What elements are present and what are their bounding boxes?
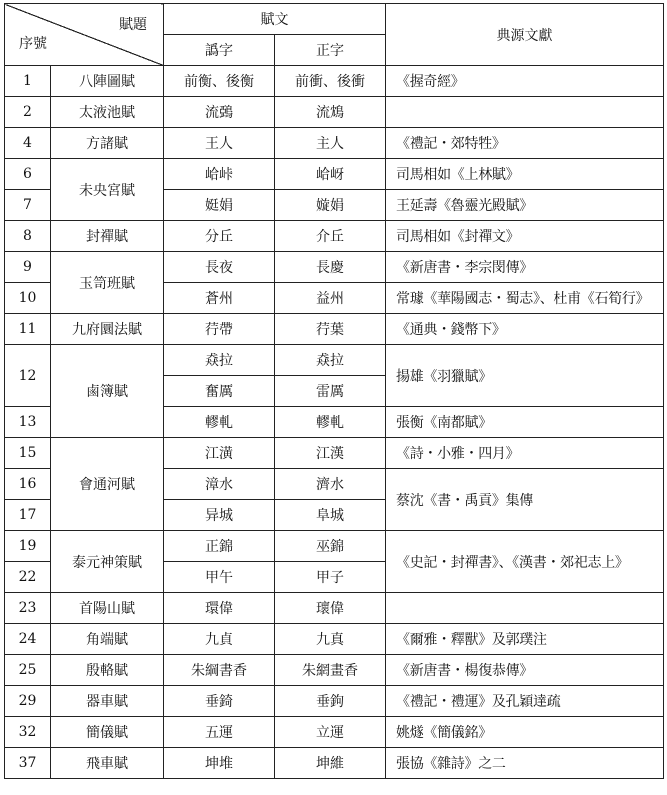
wrong-char-cell: 五運 xyxy=(164,717,275,748)
right-char-cell: 坤維 xyxy=(275,748,386,779)
wrong-char-cell: 峆峠 xyxy=(164,159,275,190)
seq-cell: 19 xyxy=(5,531,51,562)
wrong-char-cell: 長夜 xyxy=(164,252,275,283)
table-row xyxy=(5,593,664,624)
header-row-top xyxy=(5,4,664,35)
right-char-cell: 巫錦 xyxy=(275,531,386,562)
table-row xyxy=(5,655,664,686)
title-cell: 首陽山賦 xyxy=(51,593,164,624)
wrong-char-cell: 前衡、後衡 xyxy=(164,66,275,97)
source-cell: 《詩・小雅・四月》 xyxy=(386,438,664,469)
source-cell: 《通典・錢幣下》 xyxy=(386,314,664,345)
seq-cell: 17 xyxy=(5,500,51,531)
title-cell: 鹵簿賦 xyxy=(51,345,164,438)
corner-header xyxy=(5,4,164,66)
right-char-cell: 荇葉 xyxy=(275,314,386,345)
table-row xyxy=(5,97,664,128)
source-cell: 《禮記・禮運》及孔穎達疏 xyxy=(386,686,664,717)
seq-cell: 1 xyxy=(5,66,51,97)
table-row xyxy=(5,252,664,283)
table-row xyxy=(5,314,664,345)
seq-cell: 24 xyxy=(5,624,51,655)
right-char-cell: 猋拉 xyxy=(275,345,386,376)
right-char-cell: 九真 xyxy=(275,624,386,655)
source-cell: 《握奇經》 xyxy=(386,66,664,97)
wrong-char-cell: 王人 xyxy=(164,128,275,159)
source-cell: 《新唐書・楊復恭傳》 xyxy=(386,655,664,686)
right-char-cell: 江漢 xyxy=(275,438,386,469)
title-cell: 泰元神策賦 xyxy=(51,531,164,593)
seq-header: 序號 xyxy=(19,36,47,52)
wrong-char-cell: 漳水 xyxy=(164,469,275,500)
title-cell: 飛車賦 xyxy=(51,748,164,779)
source-cell: 常璩《華陽國志・蜀志》、杜甫《石筍行》 xyxy=(386,283,664,314)
wrong-char-cell: 環偉 xyxy=(164,593,275,624)
wrong-char-cell: 奮厲 xyxy=(164,376,275,407)
title-cell: 玉笥班賦 xyxy=(51,252,164,314)
text-group-header: 賦文 xyxy=(164,4,386,35)
right-char-cell: 濟水 xyxy=(275,469,386,500)
seq-cell: 29 xyxy=(5,686,51,717)
source-cell: 司馬相如《封禪文》 xyxy=(386,221,664,252)
source-cell: 揚雄《羽獵賦》 xyxy=(386,345,664,407)
wrong-char-cell: 荇帶 xyxy=(164,314,275,345)
seq-cell: 22 xyxy=(5,562,51,593)
wrong-char-cell: 垂錡 xyxy=(164,686,275,717)
seq-cell: 23 xyxy=(5,593,51,624)
wrong-char-cell: 坤堆 xyxy=(164,748,275,779)
right-char-header: 正字 xyxy=(275,35,386,66)
source-cell: 司馬相如《上林賦》 xyxy=(386,159,664,190)
table-row xyxy=(5,531,664,562)
seq-cell: 13 xyxy=(5,407,51,438)
table-row xyxy=(5,345,664,376)
source-cell: 張協《雜詩》之二 xyxy=(386,748,664,779)
right-char-cell: 流鴆 xyxy=(275,97,386,128)
source-cell: 《史記・封禪書》、《漢書・郊祀志上》 xyxy=(386,531,664,593)
errata-table xyxy=(4,3,664,779)
table-row xyxy=(5,717,664,748)
source-cell: 王延壽《魯靈光殿賦》 xyxy=(386,190,664,221)
table-row xyxy=(5,221,664,252)
wrong-char-cell: 轇軋 xyxy=(164,407,275,438)
right-char-cell: 益州 xyxy=(275,283,386,314)
wrong-char-cell: 正錦 xyxy=(164,531,275,562)
right-char-cell: 峆岈 xyxy=(275,159,386,190)
table-row xyxy=(5,128,664,159)
title-cell: 太液池賦 xyxy=(51,97,164,128)
seq-cell: 12 xyxy=(5,345,51,407)
seq-cell: 37 xyxy=(5,748,51,779)
source-cell xyxy=(386,593,664,624)
title-cell: 封禪賦 xyxy=(51,221,164,252)
seq-cell: 10 xyxy=(5,283,51,314)
right-char-cell: 垂鉤 xyxy=(275,686,386,717)
right-char-cell: 主人 xyxy=(275,128,386,159)
wrong-char-cell: 九貞 xyxy=(164,624,275,655)
table-row xyxy=(5,66,664,97)
title-cell: 簡儀賦 xyxy=(51,717,164,748)
title-cell: 方諸賦 xyxy=(51,128,164,159)
seq-cell: 2 xyxy=(5,97,51,128)
source-cell: 蔡沈《書・禹貢》集傳 xyxy=(386,469,664,531)
wrong-char-cell: 朱綱書香 xyxy=(164,655,275,686)
wrong-char-cell: 蒼州 xyxy=(164,283,275,314)
wrong-char-cell: 流鵶 xyxy=(164,97,275,128)
title-cell: 九府圜法賦 xyxy=(51,314,164,345)
table-row xyxy=(5,159,664,190)
wrong-char-cell: 甲午 xyxy=(164,562,275,593)
seq-cell: 9 xyxy=(5,252,51,283)
wrong-char-cell: 异城 xyxy=(164,500,275,531)
source-cell: 《禮記・郊特牲》 xyxy=(386,128,664,159)
title-cell: 未央宮賦 xyxy=(51,159,164,221)
title-cell: 殷輅賦 xyxy=(51,655,164,686)
seq-cell: 25 xyxy=(5,655,51,686)
wrong-char-header: 譌字 xyxy=(164,35,275,66)
table-row xyxy=(5,624,664,655)
table-row xyxy=(5,748,664,779)
seq-cell: 6 xyxy=(5,159,51,190)
right-char-cell: 阜城 xyxy=(275,500,386,531)
source-header: 典源文獻 xyxy=(386,4,664,66)
table-row xyxy=(5,438,664,469)
seq-cell: 16 xyxy=(5,469,51,500)
seq-cell: 15 xyxy=(5,438,51,469)
right-char-cell: 雷厲 xyxy=(275,376,386,407)
title-cell: 角端賦 xyxy=(51,624,164,655)
wrong-char-cell: 分丘 xyxy=(164,221,275,252)
seq-cell: 8 xyxy=(5,221,51,252)
title-header: 賦題 xyxy=(119,17,147,33)
source-cell: 《新唐書・李宗閔傳》 xyxy=(386,252,664,283)
right-char-cell: 嫙娟 xyxy=(275,190,386,221)
seq-cell: 11 xyxy=(5,314,51,345)
source-cell: 姚燧《簡儀銘》 xyxy=(386,717,664,748)
source-cell: 《爾雅・釋獸》及郭璞注 xyxy=(386,624,664,655)
source-cell: 張衡《南都賦》 xyxy=(386,407,664,438)
right-char-cell: 瓌偉 xyxy=(275,593,386,624)
wrong-char-cell: 猋拉 xyxy=(164,345,275,376)
seq-cell: 32 xyxy=(5,717,51,748)
right-char-cell: 介丘 xyxy=(275,221,386,252)
wrong-char-cell: 江潢 xyxy=(164,438,275,469)
seq-cell: 4 xyxy=(5,128,51,159)
table-row xyxy=(5,686,664,717)
right-char-cell: 立運 xyxy=(275,717,386,748)
wrong-char-cell: 娗娟 xyxy=(164,190,275,221)
seq-cell: 7 xyxy=(5,190,51,221)
source-cell xyxy=(386,97,664,128)
title-cell: 器車賦 xyxy=(51,686,164,717)
right-char-cell: 轇軋 xyxy=(275,407,386,438)
right-char-cell: 長慶 xyxy=(275,252,386,283)
right-char-cell: 朱網畫香 xyxy=(275,655,386,686)
title-cell: 八陣圖賦 xyxy=(51,66,164,97)
right-char-cell: 甲子 xyxy=(275,562,386,593)
title-cell: 會通河賦 xyxy=(51,438,164,531)
right-char-cell: 前衝、後衝 xyxy=(275,66,386,97)
